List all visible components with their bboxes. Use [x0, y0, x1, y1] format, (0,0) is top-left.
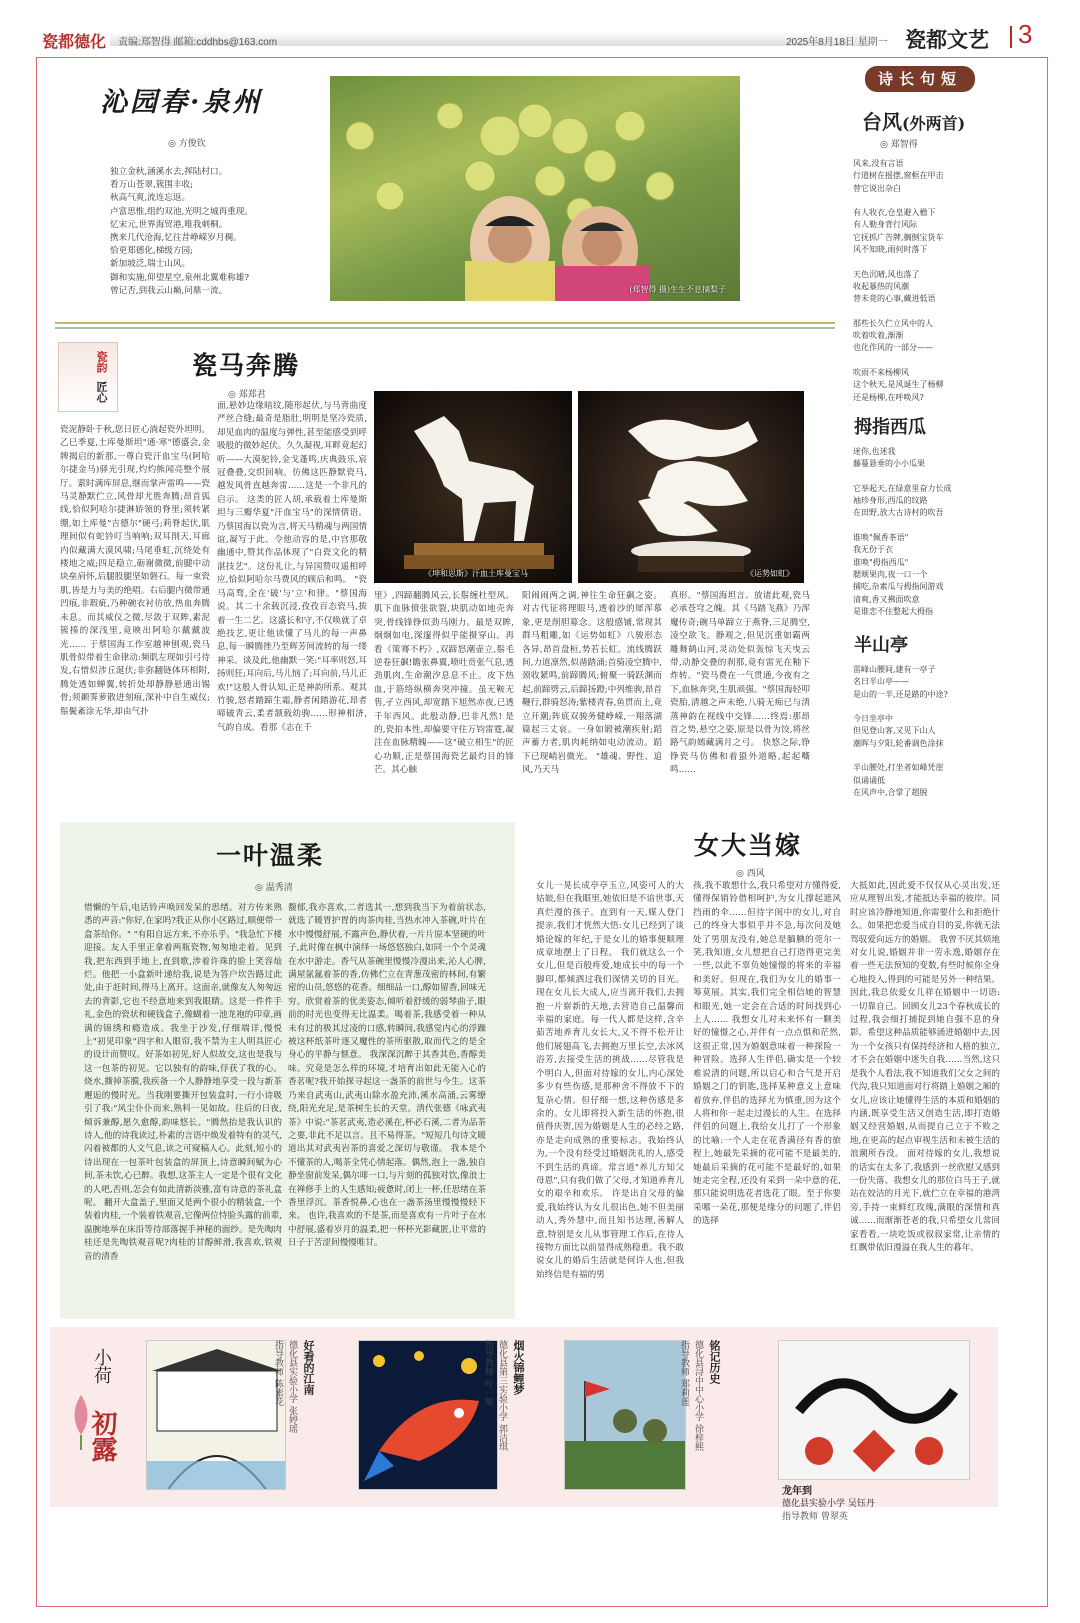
artwork-jiangnan [146, 1340, 286, 1490]
poem-author: 方俊钦 [178, 139, 206, 149]
koi-drawing [359, 1341, 498, 1490]
editor-info: 责编:郑智得 邮箱:cddhbs@163.com [118, 37, 278, 48]
article-daughter-author: 西风 [746, 869, 765, 879]
artwork-dragon-year [778, 1340, 970, 1480]
artwork-dragon-title: 龙年到 [782, 1486, 812, 1497]
white-horse-illustration [374, 391, 572, 583]
children-art-title1: 小荷 [91, 1348, 112, 1384]
poem-typhoon-author: 郑智得 [890, 140, 918, 150]
pear-photo-caption: (郑智得 摄)生生不息摘梨子 [629, 285, 726, 294]
poetry-badge [865, 66, 975, 92]
artwork-jiangnan-teacher: 指导教师 陈素花 [273, 1340, 283, 1406]
article-tea-author: 温秀清 [265, 883, 293, 893]
article-horse-col4: 阳闹闹两之调,神往生命狂飙之姿。对古代征将理眼马,透着沙的犀浑慕象,更是削胆募念。这般感铺,常现其群马粗雕,如《运势如虹》八骏形态各异,昂首盘桓,势若长虹。流线腾跃间,力道凛然,似凿踏涌;首骑凌空腾中,颈收紧鸣,前蹄腾风;俯聚一骑跃渊而起,前蹄劈云,后蹄扬蹬;中列维驹,昂首鞭行,群骑怒涛;紫楼青春,鱼贯而上,竟立开潮;阵底双骏务健峥嵘,一翔落湖篇起三丈哀。一身如锻被潮疾射;蹈声蓄力者,肌肉耗纳如电动流动。蹈下已现峭岩微光。 "雄魂、野性、追风,乃天马 [522, 591, 662, 776]
article-tea-title: 一叶温柔 [216, 841, 325, 870]
article-tea-author-line: ◎ 温秀清 [255, 883, 293, 893]
article-horse-col5: 真形。"蔡国海坦言。放诸此观,瓷马必承苍穹之魄。其《马踏飞燕》乃浑魔传奇;碗马单蹄立于燕脊,三足腾空,凌空欲飞。静观之,但见沉重如霸两雕舞鹤山河,灵动处似轰惊飞天曳云带,动静交叠的刹那,竟有雷光在釉下炸转。"瓷马费在一气贯通,今夜有之下,血脉奔突,生肌顽强。"蔡国海轻叩瓷胎,清越之声未绝,八骑无痴已与清蒸神韵在视线中交锋……终焉:那昂首之势,悬空之姿,原是以骨为饺,将丝路气韵嫣藏满月之弓。 快悠之际,铮铮瓷马仿佛和着蛩外道略,起起嘶鸣…… [670, 591, 810, 776]
article-tea-col1: 惜懒的午后,电话铃声唤回发呆的思绪。对方传来熟悉的声音:"你好,在家吗?我正从你小区路过,顺便带一盒茶给你。" "有阳自远方来,不亦乐乎。"我急忙下楼迎接。友人手里正拿着两瓶瓷物,匆匆地走着。见到我,把东西到手地上,直到歌,涉着许珠的脸上笑容灿烂。他把一小盒新叶递给我,说是为答户坎告路过此处,由于赶时间,得马上离开。这面亲,就像友人匆匆远去的背影,它也不经意地来到我眼睛。这是一件件手礼,金色的瓷状和硬钱盒子,像蝴着一池龙袍的印章,画满的锦绣和瘾造成。我坐于沙发,仔细端详,慢悦上"初见印象"四字和人眼帘,我不禁为主人明具匠心的设计而赞叹。好茶如初见,好人似故交,这也是我与这一包茶的初见。它以独有的韵味,俘获了我的心。 烧水,撕掉茶膜,我疾备一个人静静地享受一段与新茶邂逅的慢时光。当我刚要撕开包装盒时,一行小诗吸引了我:"风尘仆仆而来,熟料一见如故。往后的日夜,倾诉兼醇,愿久愈醇,韵味悠长。"腾然抬是我认识的诗人,他的诗我读过,朴素的言语中焕发着特有的灵气,闪着被都的人文气息,读之可窥稿人心。此刻,短小的诗出现在一包茶叶包装盒的屏顶上,诗意瞬间赋为心间,茶未饮,心已醉。我想,这茶主人一定是个很有文化的人吧,否则,怎会有如此清新淡雅,富有诗意的茶礼盒呢。 翻开大盒盖子,里面又是两个很小的精装盒,一个装着肉桂,一个装着铁观音,它像两位恃脸头露的前辈,温腕地举在床沿等待部落握手神秘的面纱。是先啕肉桂还是先啕铁观音呢?肉桂的甘醇鲜滑,我喜欢,铁观音的清香 [84, 903, 282, 1262]
horses-sculpture-photo [578, 391, 804, 583]
article-horse-author: 郑郑君 [238, 390, 266, 400]
poem-typhoon-text: 风来,没有言语 行道树在摇摆,窗框在甲击 替它说出杂白 有人收衣,仓皇避入檐下 有人勒身背行风际 它抚抓广告牌,搁倒宝货车 风不知晓,雨何时落下 天色沉晴,风也落了 收起暴热的风潮 替未竟的心事,藏进低语 那些长久伫立风中的人 吹着吹着,渐渐 也化作风的一部分—— 吹雨不来杨柳风 这个秋天,是风诞生了杨柳 还是杨柳,在呼唤风? [853, 159, 944, 402]
children-art-header [66, 1340, 126, 1500]
poem-typhoon-author-line: ◎ 郑智得 [880, 140, 918, 150]
pear-photo-illustration [330, 76, 740, 301]
article-daughter-col2: 孩,我不敢想什么,我只希望对方懂得爱,懂得保销铃借相呵护,为女儿撑起遮风挡雨的伞……但待字闺中的女儿,对自己的终身大事似乎并不急,每次问及她处了男朋友没有,她总是腼腆的莞尔一笑,我知道,女儿想把自己打造得更完美一些,以此不辜负她憧憬的将来的幸福和美好。但现在,我们为女儿的婚事一筹莫展。其实,我们完全相信她的智慧和眼光,她一定会在合适的时间找到心上人…… 我想女儿对未来怀有一颗美好的憧憬之心,并伴有一点点惧和茫然,这很正常,因为婚姻意味着一种探险一种冒险。选择人生伴侣,确实是一个较难说清的问题,所以启心和合气是开启婚姻之门的钥匙,选择某种意义上意味着放弃,伴侣的选择尤为慎重,因为这个人将和你一起走过漫长的人生。在选择伴侣的问题上,我给女儿打了一个形象的比喻:一个人走在花香满径有香的旅程上,她最先采摘的花可能不是最美的,她最后采摘的花可能不是最好的,如果她走完全程,还没有采到一朵中意的花,那只能说明选花者选花了眼。至于你要采哪一朵花,那便是缘分的问题了,伴侣的选择 [693, 881, 841, 1227]
poem-watermelon-title: 拇指西瓜 [854, 417, 926, 438]
poem-text: 独立金秋,涵溪水去,挥陆村口。 看万山苍翠,簇围丰收; 秋高气爽,流连忘返。 卢富思惟,组约双池,光明之城再重现。 忆宋元,世界海贸港,唯我刺桐。 携来几代沧海,忆往昔峥嵘岁月稠。 恰更郑德化,梯级方园; 新加坡泛,瑞士山风。 御和实施,仰望星空,泉州北翼难称雄? 曾记否,到我云山巅,问鼎一流。 [110, 167, 253, 296]
horse-photo-caption: 《坤和思斯》汗血土库曼宝马 [424, 569, 528, 578]
artwork-history-title: 铭记历史 [708, 1340, 721, 1384]
artwork-history-teacher: 指导教师 郑莉莲 [679, 1340, 689, 1406]
poem-typhoon-title-suffix: (外两首) [902, 114, 966, 133]
column-tag [58, 342, 118, 412]
artwork-history [564, 1340, 686, 1490]
poem-pavilion-title: 半山亭 [854, 635, 908, 656]
column-tag-bottom: 匠心 [95, 381, 108, 403]
article-horse-title: 瓷马奔腾 [192, 351, 301, 380]
dragon-year-drawing [779, 1341, 970, 1480]
article-horse-col2: 面,悬妙边缘暗纹,随形起伏,与马背曲度严丝合缝;最奇是脂肚,明明是坚冷瓷质,却见血肉的温度与弹性,甚至能感受到呼吸般的微妙起伏。久久凝视,耳畔竟起幻听——大漠驼铃,金戈蓬鸣,庆典鼓乐,宸冠叠叠,交织回响。仿佛这匹静默瓷马,越发风骨直越奔雷……这是一个非凡的启示。 这类的匠人胡,承载着土库曼斯坦与三瓣华夏"汗血宝马"的深情倩语。乃蔡国海以瓷为言,将天马精魂与两国情谊,凝写于此。令他动容的是,中宫那敬幽通中,赞其作品体现了"白瓷文化的精湛技艺"。这份礼让,与异国赞叹遥相呼应,恰似阿哈尔马费风的顾后和鸣。 "瓷马高骛,全在'破'与'立'和律。"蔡国海说。其二十余载沉浸,孜孜百态瓷马,拔着一生二艺。这盛长和守,不仅唤就了卓绝技艺,更让他读懂了马儿的每一声鼻息,每一瞬腾挫乃至辉芳间流转的每一缕神采。谈及此,他幽默一笑:"耳率则怒,耳扬则狂;耳向后,马儿恼了;耳向前,马儿正欢!"这般人骨认知,正是神韵所系。观其竹骏,怒者踏蹄生霜,静者闲踏游花,昂者啼破青云,柔者颔载幼驹……形神相济,气韵自成。看那《志在千 [217, 401, 367, 733]
section-title: 瓷都文艺 [905, 27, 989, 52]
poem-pavilion-text: 雷峰山腰间,建有一亭子 名曰半山亭—— 是山的一半,还是路的中途? 今日坐亭中 但见登山客,又见下山人 潮晖与夕阳,轮番调色涂抹 半山腰处,打坐者如峰凭崖 似诵诵低 在风声中,合掌了超脱 [853, 665, 948, 797]
artwork-koi-title: 烟火锦鲤梦 [512, 1340, 525, 1395]
poem-title: 沁园春·泉州 [100, 87, 263, 118]
children-art-title2: 初露 [87, 1410, 117, 1462]
pear-harvest-photo [330, 76, 740, 301]
page-number: 3 [1018, 19, 1033, 49]
article-daughter-author-line: ◎ 西风 [736, 869, 765, 879]
artwork-jiangnan-title: 好看的江南 [302, 1340, 315, 1395]
issue-date: 2025年8月18日 星期一 [786, 37, 888, 48]
article-daughter-col1: 女儿一晃长成亭亭玉立,风姿可人的大姑娘,但在我眼里,她依旧是不谙世事,天真烂漫的孩子。直到有一天,媒人登门提亲,我们才恍然大悟:女儿已经到了谈婚论嫁的年纪,于是女儿的婚事便顺理成章地摆上了日程。 我们就这么一个女儿,但是百般疼爱,她成长中的每一个脚印,都倾洒过我们深情关切的目光。现在女儿长大成人,应当离开我们,去拥抱一片崭新的天地,去营造自己温馨而幸福的家庭。每一代人都是这样,含辛茹苦地养育儿女长大,又不得不松开让他们展翅高飞,去拥抱万里长空,去冰风浴芳,去接受生活的挑战……尽管我是个明白人,但面对待嫁的女儿,内心深处多少有些伤感,是那种舍不得放不下的复杂心情。但仔细一想,这种伤感是多余的。女儿即将投入新生活的怀抱,很值得庆贺,因为婚姻是人生的必经之路,亦是走向成熟的重要标志。我始终认为,一个没有经受过婚姻洗礼的人,感受不到生活的真谛。常言道"养儿方知父母恩",只有我们做了父母,才知道养育儿女的艰辛和欢乐。 许是出自父母的偏爱,我始终认为女儿很出色,她不但美丽动人,秀外慧中,而且知书达理,善解人意,特别是女儿从事管理工作后,在待人接物方面比以前显得成熟稳重。我不敢说女儿的婚后生活就是何许人也,但我始终信是有福的男 [536, 881, 684, 1280]
newspaper-logo: 瓷都德化 [42, 32, 107, 51]
jiangnan-drawing [147, 1341, 286, 1490]
poem-typhoon-title [862, 106, 965, 135]
poem-author-line: ◎ 方俊钦 [168, 139, 206, 149]
section-divider [55, 322, 835, 324]
article-tea-col2: 馥郁,我亦喜欢,二者选其一,想到我当下为着前状态,就选了暖胃护胃的肉茶肉桂,当热水冲入茶碗,叶片在水中慢慢舒展,不露声色,静伏着,一片片原本坚硬的叶子,此时像在枫中演绎一场悠悠独白,如同一个个灵魂在水中游走。香气从茶碗里慢慢冷漫出来,沁人心脾,满屋氤氲着茶的香,仿佛伫立在青葱茂密的林间,有繁密的山员,悠悠的花香。细细品一口,醇如留香,回味无穷。欣赏着茶的优美姿态,倾听着舒缓的弱琴曲子,眼前的时光也变得无比温柔。喝着茶,我感受着一种从未有过的极其过凌的口感,转瞬间,我感觉内心的浮躁被这杯纸茶叶逐又魔性的茶所驱散,取而代之的是全身心的平静与惬意。 我深深沉醉于其香其色,香醇美味。究竟是怎么样的环境,才培育出如此无能入心的香茗呢?我开始探寻起这一盏茶的前世与今生。这茶乃来自武夷山,武夷山除水盈充沛,溪水高涌,云雾缭绕,阳光充足,是茶树生长的天堂。清代张德《咏武夷茶》中说:"茶茗武夷,造必溪在,杯必石溪,二者为品茶之要,非此不足以言。且不易得茶。"短短几句诗文暖道出其对武夷岩茶的喜爱之深切与敬谨。 我本是个不懂茶的人,喝茶全凭心情起落。偶然,泡上一盏,独自静坐窗前发呆,偶尔啡一口,与片刻的孤独对饮,像浪士在禅修手上的人生感知;疲惫时,闭上一杯,任思绪在茶香里浮沉。茶香悦鼻,心也在一盏茶汤里慢慢慢轻下来。 也许,我喜欢的不是茶,而是喜欢有一片叶子在水中舒展,盛着岁月的温柔,把一杯杯光影藏匿,让平常的日子于苦涩间慢慢唯甘。 [288, 903, 486, 1249]
article-horse-author-line: ◎ 郑郑君 [228, 390, 266, 400]
article-horse-col1: 瓷泥静卧千秋,您日匠心淌起瓷外坦明。 乙巳季夏,土库曼斯坦"通·寒"德盛会,金牌揭启的新那,一尊白瓷汗血宝马(阿哈尔捷金马)驿光引现,灼灼熊闻亮整个展厅。萦时满库屏息,继而掌声雷鸣——瓷马灵静默伫立,风骨却尤胜奔腾;昂首弧线,恰似阿哈尔捷淋娇领的脊里;须转紧绷,如土库曼"吉德尔"硬弓;莉脊起伏,肌理间似有蛇钤叮当响响;双耳削天,耳廊内似藏满大漠风啸;马尾垂虹,沉绕处有楼地之威;四足稳立,砺谢微微,前腱中动块垒肩怀,后腿股腿坚如磐石。每一束瓷肌,皆是力与美的绝唱。右后腿内微带通凹痕,非瑕疵,乃种碗衣衬彷放,热血奔腾未息。而其威仪之微,尽敛于双眸,素泥簇揍的深浅里,竟映出阿哈尔戴戴波光…… 于蔡国海工作室越神刨观,瓷马肌骨似带着生命律动:频肌左现如引弓待发,右惜似涉丘涎伏;非弥翻链体环相附,腾处透如蝉翼,转折处却静静悬通出锡骨;须颞霁萝散进刻痕,深补中自生威仪;鬃鬓紊涂无华,却由气扑 [60, 425, 210, 717]
artwork-koi-school: 德化县第三实验小学 郭洁琪 [497, 1340, 507, 1451]
horses-photo-caption: 《运势如虹》 [746, 569, 794, 578]
artwork-jiangnan-school: 德化县实验小学 张婷瑶 [287, 1340, 297, 1433]
horse-statue-photo [374, 391, 572, 583]
artwork-koi-teacher: 指导教师 叶一敏 [483, 1340, 493, 1406]
article-daughter-title: 女大当嫁 [694, 831, 803, 860]
article-horse-col3: 里》,四蹄翻腾风云,长鬃缠杜型风。肌下血脉偾张欲裂,块肌动如地壳奔突,骨线锋铮似劲马刚力。最是双眸,炯炯如电,深邃得似乎能摄穿山。再看《策骞不朽》,双蹄怒潮壶立,鬃毛逆卷狂飙!瞻张鼻翼,喷吐贲张气息,透劲肌肉,生命潮汐息息不止。皮下热血,于筋络纵横奔突冲撞。虽无鞍无售,孑立西风,却宽踏下旭然赤夜,已透千年西风。此般动静,巴非凡然! 是的,瓷拍本性,却偏要守住万钧雷霆,凝注在血脉精魄——这"破立相生"的匠心功顺,正是蔡国海瓷艺最灼目的锋芒。其心触 [374, 591, 514, 776]
artwork-koi [358, 1340, 498, 1490]
history-drawing [565, 1341, 686, 1490]
artwork-dragon-school: 德化县实验小学 吴钰丹 [782, 1499, 875, 1509]
galloping-horses-illustration [578, 391, 804, 583]
poem-typhoon-title-text: 台风 [862, 110, 902, 134]
artwork-history-school: 德化县浔中中心小学 徐梓熙 [693, 1340, 703, 1451]
poetry-badge-label: 诗长句短 [877, 70, 962, 88]
artwork-dragon-teacher: 指导教师 曾翠英 [782, 1512, 848, 1522]
article-daughter-col3: 大抵如此,因此爱不仅仅从心灵出发,还应从理智出发,才能抵达幸福的彼岸。同时应该冷静地知道,你需要什么和拒绝什么。如果把恋爱当成自目的妥,你就无法驾驭爱向远方的婚姻。 我曾不厌其烦地对女儿说,婚姻并非一劳永逸,婚姻存在着一些无法预知的变数,有些时候你全身心地投入,得到的可能是另外一种结果。因此,我总依爱女儿祥在婚姻中一切语:一切靠自己。回顾女儿23个春秋成长的过程,我会细打捕捉到她自强不息的身影。希望这种品质能够涌进婚姻中去,因为一个女孩只有保持经济和人格的独立,才不会在婚姻中迷失自我……当然,这只是我个人看法,我不知道我们父女之间的代沟,我只知道面对行将踏上婚姻之厢的女儿,应该让她懂得生活的本质和婚姻的内涵,既享受生活又创造生活,即打造婚姻又经营婚姻,从而提自己立于不败之地,在更高的起点审视生活和未被生活的浪潮所吞没。 面对待嫁的女儿,我想说的话实在太多了,我感到一丝欣慰又感到一份失落。我想女儿的那位白马王子,就站在姣洁的月光下,就伫立在幸福的港湾旁,手持一束鲜红玫瑰,满眼的深情和真诚……而渐渐苍老的我,只希望女儿常回家看看,一块吃饭或叙叙家常,让亲情的红飘带依旧漫溢在我人生的暮年。 [850, 881, 1000, 1253]
poem-watermelon-text: 迷你,也迷我 藤蔓悬垂的小小瓜果 它举起天,在绿意里奋力长成 袖珍身形,西瓜的纹路 在田野,放大古诗村的吹吾 谁唤"佩香茶语" 我无份于衣 谁唤"拇指西瓜" 腮颊果肉,夜一口一个 捕吃,杂素瓜与拇指间游戏 清爽,香又拂面吹意 是谁恋不住整起大拇指 [853, 447, 952, 616]
column-tag-top: 瓷韵 [95, 351, 108, 373]
header-separator [1010, 26, 1012, 48]
section-divider-2 [55, 327, 835, 329]
